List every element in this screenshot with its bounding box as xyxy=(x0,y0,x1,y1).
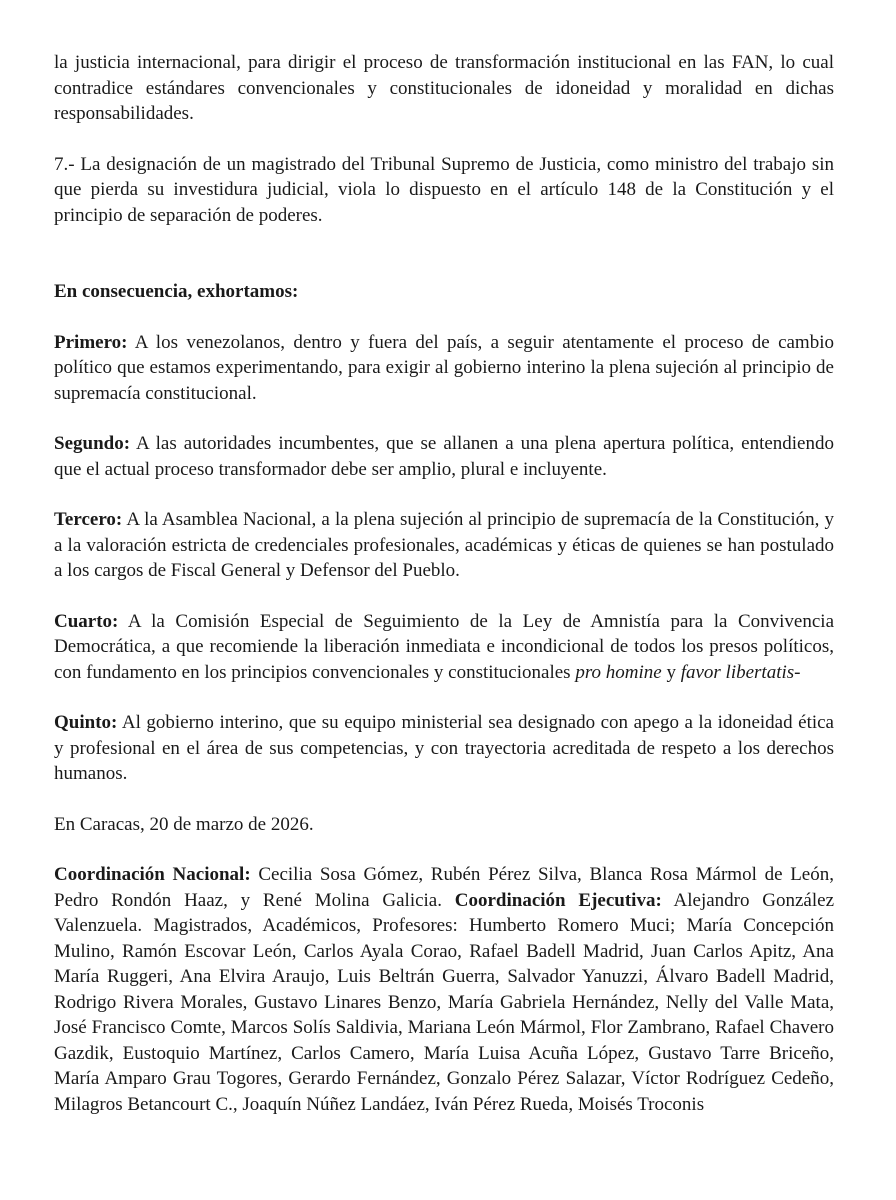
latin-phrase: pro homine xyxy=(575,661,662,683)
national-coordination-names: Cecilia Sosa Gómez, Rubén Pérez Silva, Blanca Rosa Mármol de León, Pedro Rondón Haaz, y René Molina Galicia. xyxy=(54,864,834,911)
exhortation-label: Tercero: xyxy=(54,509,123,530)
signatories-paragraph xyxy=(54,862,834,1117)
exhortation-text: A los venezolanos, dentro y fuera del país, a seguir atentamente el proceso de cambio político que estamos experimentando, para exigir al gobierno interino la plena sujeción al principio de supremacía constitucional. xyxy=(54,331,834,404)
executive-coordination-names: Alejandro González Valenzuela. Magistrados, Académicos, Profesores: Humberto Romero Muci; María Concepción Mulino, Ramón Escovar León, Carlos Ayala Corao, Rafael Badell Madrid, Juan Carlos Apitz, Ana María Ruggeri, Ana Elvira Araujo, Luis Beltrán Guerra, Salvador Yanuzzi, Álvaro Badell Madrid, Rodrigo Rivera Morales, Gustavo Linares Benzo, María Gabriela Hernández, Nelly del Valle Mata, José Francisco Comte, Marcos Solís Saldivia, Mariana León Mármol, Flor Zambrano, Rafael Chavero Gazdik, Eustoquio Martínez, Carlos Camero, María Luisa Acuña López, Gustavo Tarre Briceño, María Amparo Grau Togores, Gerardo Fernández, Gonzalo Pérez Salazar, Víctor Rodríguez Cedeño, Milagros Betancourt C., Joaquín Núñez Landáez, Iván Pérez Rueda, Moisés Troconis xyxy=(54,889,834,1115)
exhortation-quinto xyxy=(54,710,834,787)
exhortation-label: Primero: xyxy=(54,331,128,353)
exhortation-text: A la Asamblea Nacional, a la plena sujeción al principio de supremacía de la Constitución, y a la valoración estricta de credenciales profesionales, académicas y éticas de quienes se han postulado a los cargos de Fiscal General y Defensor del Pueblo. xyxy=(54,509,834,581)
latin-phrase: favor libertatis xyxy=(680,661,795,683)
spacer xyxy=(54,406,834,431)
exhortation-primero xyxy=(54,330,834,407)
spacer xyxy=(54,482,834,507)
executive-coordination-label: Coordinación Ejecutiva: xyxy=(454,889,662,911)
exhortation-tail: - xyxy=(794,661,801,683)
exhortation-text: A las autoridades incumbentes, que se allanen a una plena apertura política, entendiendo que el actual proceso transformador debe ser amplio, plural e incluyente. xyxy=(54,433,834,480)
exhort-heading xyxy=(54,279,834,305)
national-coordination-label: Coordinación Nacional: xyxy=(54,864,251,885)
spacer xyxy=(54,685,834,710)
exhortation-label: Cuarto: xyxy=(54,610,119,632)
spacer xyxy=(54,228,834,279)
exhortation-label: Quinto: xyxy=(54,712,118,733)
exhortation-text: A la Comisión Especial de Seguimiento de la Ley de Amnistía para la Convivencia Democrática, a que recomiende la liberación inmediata e incondicional de todos los presos políticos, con fundamento en los principios convencionales y constitucionales xyxy=(54,610,834,683)
exhortation-tercero xyxy=(54,507,834,584)
spacer xyxy=(54,584,834,609)
exhortation-text: Al gobierno interino, que su equipo ministerial sea designado con apego a la idoneidad ética y profesional en el área de sus competencias, y con trayectoria acreditada de respeto a los derechos humanos. xyxy=(54,712,834,784)
exhort-heading-text: En consecuencia, exhortamos: xyxy=(54,281,299,302)
document-page xyxy=(54,50,834,1117)
spacer xyxy=(54,305,834,330)
intro-paragraph: la justicia internacional, para dirigir el proceso de transformación institucional en las FAN, lo cual contradice estándares convencionales y constitucionales de idoneidad y moralidad en dichas responsabilidades. xyxy=(54,52,834,124)
exhortation-segundo xyxy=(54,431,834,482)
point-7-paragraph: 7.- La designación de un magistrado del Tribunal Supremo de Justicia, como ministro del trabajo sin que pierda su investidura judicial, viola lo dispuesto en el artículo 148 de la Constitución y el principio de separación de poderes. xyxy=(54,153,834,226)
spacer xyxy=(54,837,834,862)
exhortation-cuarto xyxy=(54,609,834,686)
spacer xyxy=(54,787,834,812)
place-date: En Caracas, 20 de marzo de 2026. xyxy=(54,813,314,835)
exhortation-label: Segundo: xyxy=(54,433,131,454)
spacer xyxy=(54,127,834,152)
exhortation-connector: y xyxy=(661,661,681,683)
